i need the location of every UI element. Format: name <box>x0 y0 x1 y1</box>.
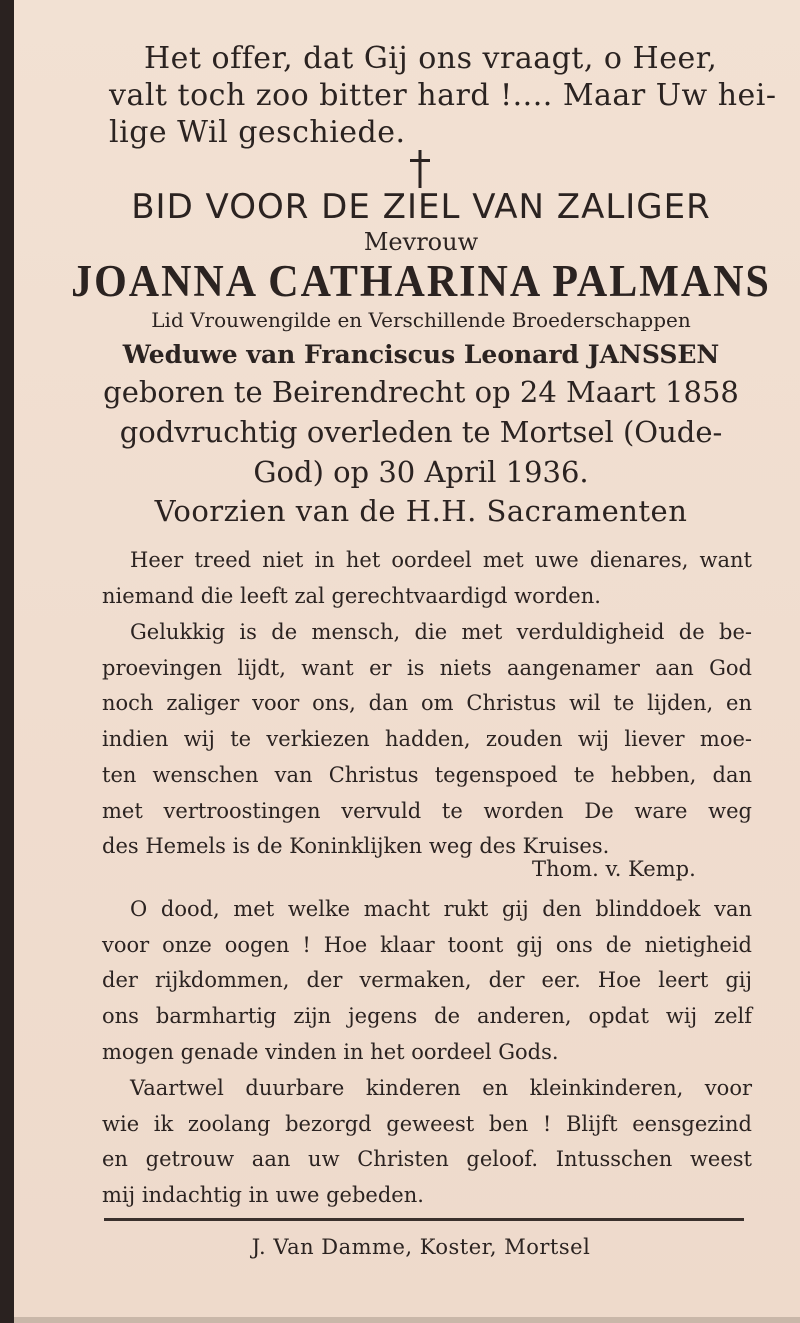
prayer-paragraph-3 <box>102 892 752 1071</box>
honorific: Mevrouw <box>363 228 479 256</box>
paragraph-line: indien wij te verkiezen hadden, zouden wij liever moe- <box>102 727 752 752</box>
paragraph-line: Gelukkig is de mensch, die met verduldigheid de be- <box>130 620 752 644</box>
opening-line-3: lige Wil geschiede. <box>109 115 406 150</box>
divider <box>104 1218 744 1221</box>
paragraph-line: wie ik zoolang bezorgd geweest ben ! Blijft eensgezind <box>102 1111 752 1136</box>
birth-line: geboren te Beirendrecht op 24 Maart 1858 <box>103 375 739 409</box>
paragraph-line: noch zaliger voor ons, dan om Christus wil te lijden, en <box>102 691 752 716</box>
printer-credit: J. Van Damme, Koster, Mortsel <box>251 1235 591 1259</box>
opening-line-2: valt toch zoo bitter hard !.... Maar Uw hei- <box>109 78 777 113</box>
paragraph-line: Vaartwel duurbare kinderen en kleinkinderen, voor <box>130 1076 752 1100</box>
paragraph-line: voor onze oogen ! Hoe klaar toont gij ons de nietigheid <box>102 932 752 957</box>
paragraph-line: des Hemels is de Koninklijken weg des Kruises. <box>102 834 610 859</box>
prayer-paragraph-2 <box>102 615 752 865</box>
paragraph-line: met vertroostingen vervuld te worden De ware weg <box>102 798 752 823</box>
quote-attribution: Thom. v. Kemp. <box>532 857 696 881</box>
prayer-heading: BID VOOR DE ZIEL VAN ZALIGER <box>131 187 711 227</box>
paragraph-line: mogen genade vinden in het oordeel Gods. <box>102 1039 559 1064</box>
deceased-name: JOANNA CATHARINA PALMANS <box>71 257 771 307</box>
death-date-line: God) op 30 April 1936. <box>253 455 589 489</box>
paragraph-line: proevingen lijdt, want er is niets aangenamer aan God <box>102 655 752 680</box>
widow-of: Weduwe van Franciscus Leonard JANSSEN <box>122 340 720 369</box>
paragraph-line: Heer treed niet in het oordeel met uwe dienares, want <box>130 548 752 572</box>
paragraph-line: en getrouw aan uw Christen geloof. Intusschen weest <box>102 1147 752 1172</box>
prayer-paragraph-1 <box>102 543 752 614</box>
paragraph-line: ons barmhartig zijn jegens de anderen, opdat wij zelf <box>102 1004 752 1029</box>
life-dates <box>28 372 800 492</box>
paragraph-line: O dood, met welke macht rukt gij den blinddoek van <box>130 897 752 921</box>
paragraph-line: mij indachtig in uwe gebeden. <box>102 1183 424 1208</box>
prayer-paragraph-4 <box>102 1071 752 1214</box>
membership: Lid Vrouwengilde en Verschillende Broederschappen <box>151 308 691 332</box>
sacraments: Voorzien van de H.H. Sacramenten <box>154 494 688 528</box>
death-line: godvruchtig overleden te Mortsel (Oude- <box>119 415 723 449</box>
paragraph-line: niemand die leeft zal gerechtvaardigd worden. <box>102 583 601 608</box>
paragraph-line: ten wenschen van Christus tegenspoed te hebben, dan <box>102 762 752 787</box>
opening-verse <box>94 40 777 151</box>
paragraph-line: der rijkdommen, der vermaken, der eer. Hoe leert gij <box>102 968 752 993</box>
opening-line-1: Het offer, dat Gij ons vraagt, o Heer, <box>144 41 718 76</box>
cross-icon <box>407 150 433 188</box>
